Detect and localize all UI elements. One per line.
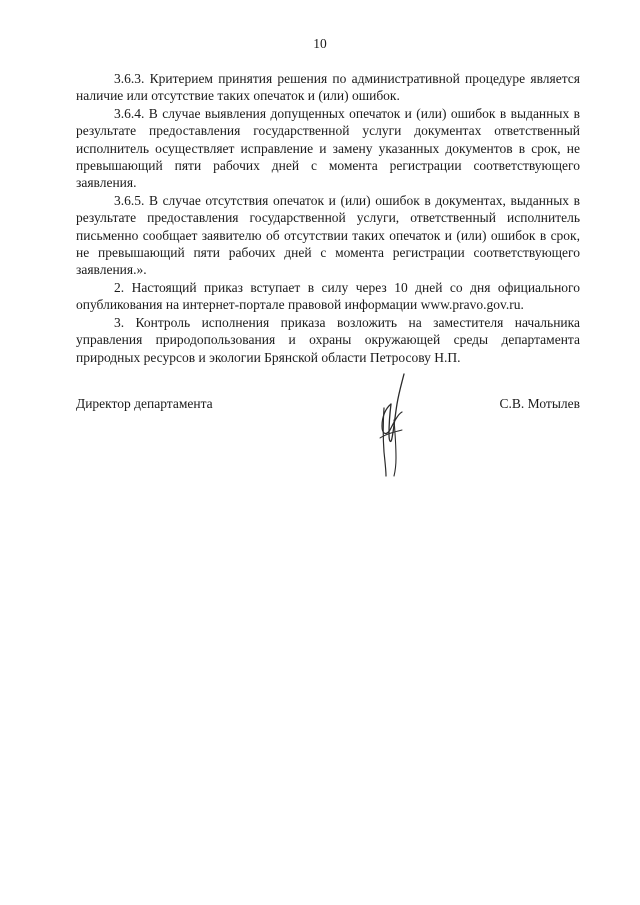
page-number: 10 bbox=[313, 36, 327, 51]
paragraph-2-effective-date: 2. Настоящий приказ вступает в силу через 10 дней со дня официального опубликования на интернет-портале правовой информации www.pravo.gov.ru. bbox=[76, 279, 580, 313]
paragraph-3-control: 3. Контроль исполнения приказа возложить на заместителя начальника управления природопользования и охраны окружающей среды департамента природных ресурсов и экологии Брянской области Петросову Н.П. bbox=[76, 314, 580, 365]
signer-name: С.В. Мотылев bbox=[499, 396, 580, 411]
paragraph-3-6-3: 3.6.3. Критерием принятия решения по административной процедуре является наличие или отсутствие таких опечаток и (или) ошибок. bbox=[76, 71, 580, 104]
signer-title: Директор департамента bbox=[76, 396, 213, 411]
document-body bbox=[76, 70, 580, 366]
paragraph-3-6-4: 3.6.4. В случае выявления допущенных опечаток и (или) ошибок в выданных в результате предоставления государственной услуги документах ответственный исполнитель осуществляет исправление и замену указанных документов в срок, не превышающий пяти рабочих дней с момента регистрации соответствующего заявления. bbox=[76, 105, 580, 191]
handwritten-signature bbox=[372, 372, 414, 480]
paragraph-3-6-5: 3.6.5. В случае отсутствия опечаток и (или) ошибок в документах, выданных в результате предоставления государственной услуги, ответственный исполнитель письменно сообщает заявителю об отсутствии таких опечаток и (или) ошибок в срок, не превышающий пяти рабочих дней с момента регистрации соответствующего заявления.». bbox=[76, 192, 580, 278]
signature-row bbox=[76, 396, 580, 416]
